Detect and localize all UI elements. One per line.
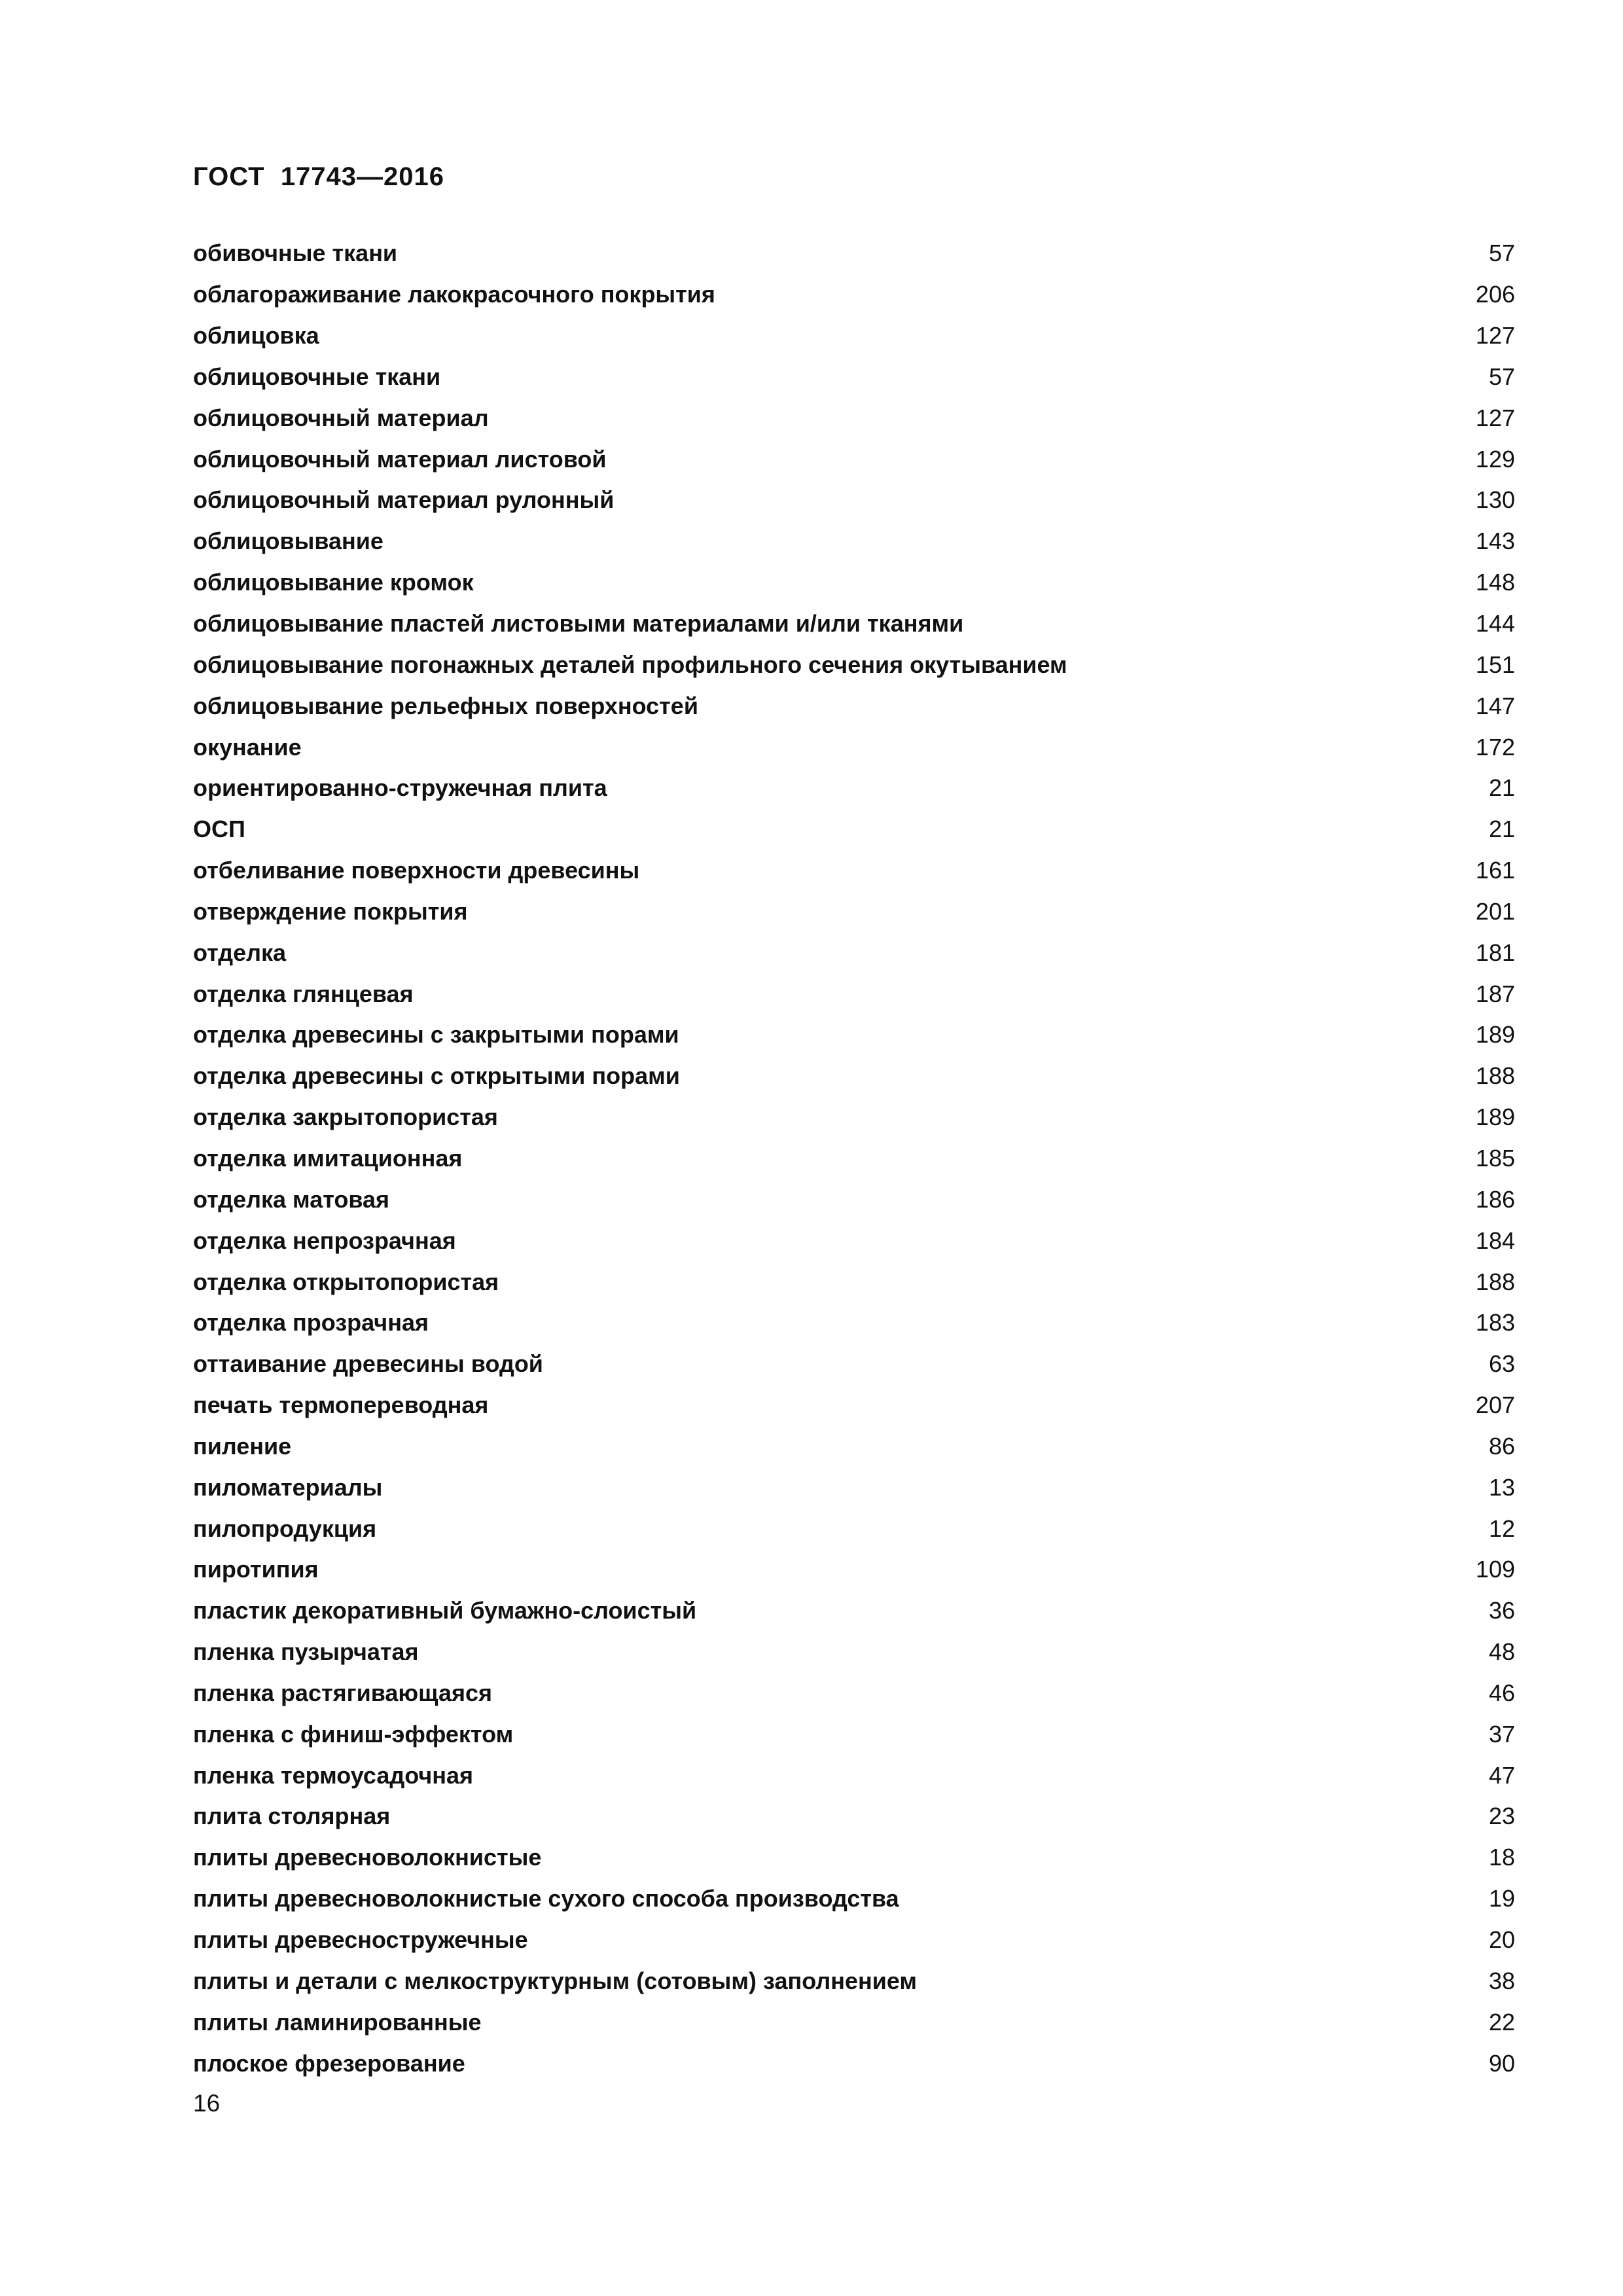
index-term: печать термопереводная xyxy=(193,1391,489,1419)
index-term: отделка глянцевая xyxy=(193,980,414,1007)
index-entry xyxy=(193,480,1515,521)
index-entry xyxy=(193,1508,1515,1549)
index-entry xyxy=(193,932,1515,973)
index-page-reference: 46 xyxy=(1488,1679,1515,1706)
index-page-reference: 47 xyxy=(1488,1761,1515,1789)
index-entry xyxy=(193,1796,1515,1837)
index-term: плиты древесностружечные xyxy=(193,1926,528,1954)
index-entry xyxy=(193,1056,1515,1097)
index-entry xyxy=(193,397,1515,439)
index-entry xyxy=(193,1426,1515,1467)
index-entry xyxy=(193,1713,1515,1755)
index-term: пленка растягивающаяся xyxy=(193,1679,493,1706)
index-entry xyxy=(193,809,1515,850)
index-page-reference: 206 xyxy=(1475,281,1515,308)
index-term: облагораживание лакокрасочного покрытия xyxy=(193,281,715,308)
index-term: отверждение покрытия xyxy=(193,897,468,925)
index-entry xyxy=(193,1302,1515,1344)
index-page-reference: 161 xyxy=(1475,857,1515,884)
index-term: облицовывание xyxy=(193,528,383,555)
index-term: отделка имитационная xyxy=(193,1144,463,1172)
index-term: плиты и детали с мелкоструктурным (сотовым) заполнением xyxy=(193,1967,918,1994)
index-page-reference: 186 xyxy=(1475,1185,1515,1213)
index-page-reference: 20 xyxy=(1488,1926,1515,1954)
index-page-reference: 181 xyxy=(1475,939,1515,966)
index-entry xyxy=(193,603,1515,645)
index-term: плита столярная xyxy=(193,1803,391,1830)
index-page-reference: 207 xyxy=(1475,1391,1515,1419)
index-term: пленка с финиш-эффектом xyxy=(193,1720,514,1748)
index-term: пленка пузырчатая xyxy=(193,1638,419,1666)
index-page-reference: 109 xyxy=(1475,1556,1515,1583)
index-page-reference: 90 xyxy=(1488,2049,1515,2077)
index-page-reference: 22 xyxy=(1488,2008,1515,2036)
index-page-reference: 188 xyxy=(1475,1062,1515,1090)
index-entry xyxy=(193,1261,1515,1302)
index-page-reference: 13 xyxy=(1488,1473,1515,1501)
index-entry xyxy=(193,1878,1515,1920)
index-term: пленка термоусадочная xyxy=(193,1761,474,1789)
index-page-reference: 151 xyxy=(1475,651,1515,678)
standard-header: ГОСТ 17743—2016 xyxy=(193,162,445,191)
index-entry xyxy=(193,1179,1515,1220)
index-page-reference: 63 xyxy=(1488,1350,1515,1378)
index-page-reference: 129 xyxy=(1475,445,1515,473)
index-page-reference: 184 xyxy=(1475,1227,1515,1254)
index-page-reference: 130 xyxy=(1475,486,1515,514)
index-entry xyxy=(193,562,1515,603)
index-entry xyxy=(193,1549,1515,1590)
index-term: пиломатериалы xyxy=(193,1473,383,1501)
index-term: облицовывание рельефных поверхностей xyxy=(193,692,698,719)
index-page-reference: 86 xyxy=(1488,1432,1515,1460)
index-page-reference: 21 xyxy=(1488,774,1515,802)
index-term: ориентированно-стружечная плита xyxy=(193,774,607,802)
index-entry xyxy=(193,850,1515,891)
index-page-reference: 188 xyxy=(1475,1268,1515,1295)
index-page-reference: 57 xyxy=(1488,363,1515,390)
index-entry xyxy=(193,685,1515,726)
index-entry xyxy=(193,439,1515,480)
index-term: отделка непрозрачная xyxy=(193,1227,456,1254)
index-entry xyxy=(193,891,1515,933)
index-entry xyxy=(193,1837,1515,1878)
index-entry xyxy=(193,1467,1515,1508)
index-term: пиление xyxy=(193,1432,292,1460)
index-term: отделка древесины с закрытыми порами xyxy=(193,1021,679,1049)
index-term: плоское фрезерование xyxy=(193,2049,465,2077)
index-entry xyxy=(193,726,1515,768)
index-entry xyxy=(193,768,1515,809)
index-page-reference: 38 xyxy=(1488,1967,1515,1994)
index-page-reference: 172 xyxy=(1475,733,1515,761)
index-page-reference: 147 xyxy=(1475,692,1515,719)
index-term: облицовочный материал xyxy=(193,404,489,431)
index-term: оттаивание древесины водой xyxy=(193,1350,543,1378)
index-entry xyxy=(193,2001,1515,2043)
index-term: пиротипия xyxy=(193,1556,319,1583)
index-page-reference: 21 xyxy=(1488,816,1515,843)
index-page-reference: 201 xyxy=(1475,897,1515,925)
index-page-reference: 148 xyxy=(1475,569,1515,596)
index-term: отделка открытопористая xyxy=(193,1268,499,1295)
index-entry xyxy=(193,1960,1515,2001)
index-term: облицовывание кромок xyxy=(193,569,474,596)
index-page-reference: 189 xyxy=(1475,1021,1515,1049)
index-term: отделка прозрачная xyxy=(193,1309,429,1336)
index-page-reference: 57 xyxy=(1488,240,1515,267)
subject-index-list xyxy=(193,233,1515,2084)
index-term: плиты древесноволокнистые xyxy=(193,1844,542,1871)
index-page-reference: 144 xyxy=(1475,610,1515,637)
index-term: отделка xyxy=(193,939,287,966)
index-entry xyxy=(193,1920,1515,1961)
index-page-reference: 187 xyxy=(1475,980,1515,1007)
index-term: отбеливание поверхности древесины xyxy=(193,857,640,884)
index-entry xyxy=(193,973,1515,1014)
index-term: отделка древесины с открытыми порами xyxy=(193,1062,680,1090)
index-term: окунание xyxy=(193,733,302,761)
index-term: отделка матовая xyxy=(193,1185,390,1213)
index-entry xyxy=(193,521,1515,562)
index-term: пилопродукция xyxy=(193,1515,377,1542)
index-term: ОСП xyxy=(193,816,245,843)
index-term: облицовывание пластей листовыми материалами и/или тканями xyxy=(193,610,964,637)
index-term: облицовочный материал листовой xyxy=(193,445,607,473)
index-term: облицовочный материал рулонный xyxy=(193,486,615,514)
index-page-reference: 127 xyxy=(1475,404,1515,431)
index-page-reference: 19 xyxy=(1488,1885,1515,1912)
index-entry xyxy=(193,233,1515,274)
index-entry xyxy=(193,1014,1515,1056)
index-term: обивочные ткани xyxy=(193,240,398,267)
index-page-reference: 185 xyxy=(1475,1144,1515,1172)
index-page-reference: 183 xyxy=(1475,1309,1515,1336)
index-term: облицовка xyxy=(193,322,319,350)
index-entry xyxy=(193,1097,1515,1138)
index-page-reference: 37 xyxy=(1488,1720,1515,1748)
index-entry xyxy=(193,1632,1515,1673)
index-term: облицовывание погонажных деталей профильного сечения окутыванием xyxy=(193,651,1067,678)
index-term: плиты ламинированные xyxy=(193,2008,482,2036)
index-entry xyxy=(193,1385,1515,1426)
index-term: отделка закрытопористая xyxy=(193,1103,498,1131)
index-term: плиты древесноволокнистые сухого способа производства xyxy=(193,1885,899,1912)
index-entry xyxy=(193,1344,1515,1385)
index-entry xyxy=(193,274,1515,315)
index-page-reference: 12 xyxy=(1488,1515,1515,1542)
index-entry xyxy=(193,357,1515,398)
index-entry xyxy=(193,1673,1515,1714)
index-entry xyxy=(193,1220,1515,1261)
index-entry xyxy=(193,1138,1515,1179)
index-entry xyxy=(193,1590,1515,1632)
index-page-reference: 18 xyxy=(1488,1844,1515,1871)
index-page-reference: 36 xyxy=(1488,1597,1515,1624)
index-page-reference: 143 xyxy=(1475,528,1515,555)
page-number: 16 xyxy=(193,2090,221,2117)
index-term: пластик декоративный бумажно-слоистый xyxy=(193,1597,697,1624)
index-entry xyxy=(193,2043,1515,2084)
index-page-reference: 189 xyxy=(1475,1103,1515,1131)
index-entry xyxy=(193,644,1515,685)
index-entry xyxy=(193,315,1515,357)
index-page-reference: 127 xyxy=(1475,322,1515,350)
index-entry xyxy=(193,1755,1515,1796)
index-page-reference: 23 xyxy=(1488,1803,1515,1830)
index-page-reference: 48 xyxy=(1488,1638,1515,1666)
index-term: облицовочные ткани xyxy=(193,363,441,390)
